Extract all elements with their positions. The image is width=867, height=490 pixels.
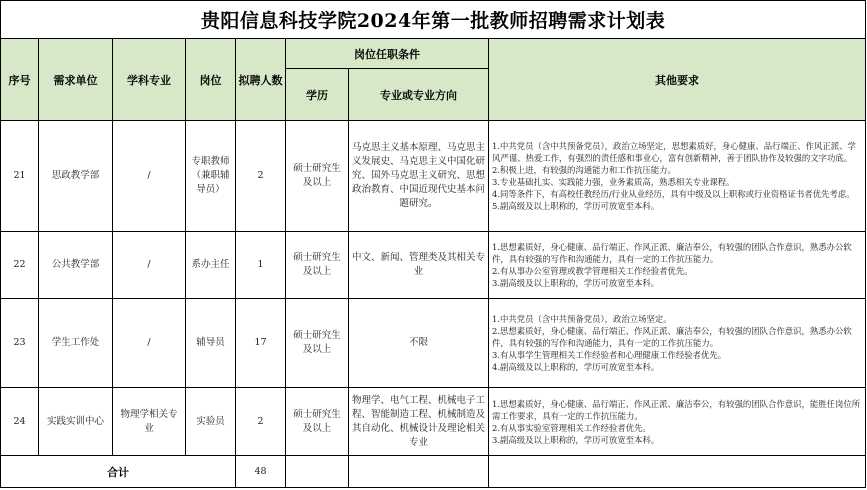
table-row [1, 299, 866, 388]
header-other: 其他要求 [489, 39, 866, 121]
requirement-item: 4.副高级及以上职称的，学历可放宽至本科。 [492, 362, 660, 372]
row-education: 硕士研究生及以上 [286, 232, 349, 299]
row-unit: 学生工作处 [39, 299, 113, 388]
row-count: 17 [236, 299, 286, 388]
requirement-item: 3.副高级及以上职称的，学历可放宽至本科。 [492, 278, 660, 288]
table-row [1, 388, 866, 456]
requirement-item: 5.副高级及以上职称的，学历可放宽至本科。 [492, 201, 660, 211]
header-unit: 需求单位 [39, 39, 113, 121]
total-empty-cell [286, 456, 349, 488]
header-count: 拟聘人数 [236, 39, 286, 121]
requirement-item: 3.副高级及以上职称的，学历可放宽至本科。 [492, 434, 660, 445]
table-row [1, 121, 866, 232]
header-major: 专业或专业方向 [349, 69, 489, 121]
row-seq: 23 [1, 299, 39, 388]
requirement-item: 2.思想素质好，身心健康、品行端正、作风正派、廉洁奉公，有较强的团队合作意识，熟悉办公软件，具有较强的写作和沟通能力，具有一定的工作抗压能力。 [492, 326, 852, 348]
row-position: 专职教师（兼职辅导员） [186, 121, 236, 232]
header-subject: 学科专业 [113, 39, 186, 121]
requirement-item: 1.中共党员（含中共预备党员），政治立场坚定。 [492, 314, 672, 324]
total-empty-cell [489, 456, 866, 488]
row-major: 中文、新闻、管理类及其相关专业 [349, 232, 489, 299]
header-education: 学历 [286, 69, 349, 121]
row-requirements [489, 121, 866, 232]
header-seq: 序号 [1, 39, 39, 121]
page-title: 贵阳信息科技学院2024年第一批教师招聘需求计划表 [1, 1, 866, 39]
row-position: 实验员 [186, 388, 236, 456]
row-position: 辅导员 [186, 299, 236, 388]
row-count: 2 [236, 388, 286, 456]
requirement-item: 2.有从事实验室管理相关工作经验者优先。 [492, 422, 651, 433]
row-major: 马克思主义基本原理、马克思主义发展史、马克思主义中国化研究、国外马克思主义研究、思想政治教育、中国近现代史基本问题研究。 [349, 121, 489, 232]
row-subject: / [113, 121, 186, 232]
row-requirements [489, 232, 866, 299]
requirement-item: 1.思想素质好，身心健康、品行端正、作风正派、廉洁奉公，有较强的团队合作意识，能胜任岗位所需工作要求，具有一定的工作抗压能力。 [492, 398, 861, 421]
row-requirements [489, 299, 866, 388]
row-education: 硕士研究生及以上 [286, 121, 349, 232]
total-label: 合计 [1, 456, 236, 488]
row-education: 硕士研究生及以上 [286, 388, 349, 456]
total-empty-cell [349, 456, 489, 488]
table-row [1, 232, 866, 299]
requirement-item: 3.专业基础扎实、实践能力强，业务素质高，熟悉相关专业课程。 [492, 177, 735, 187]
requirement-item: 2.有从事办公室管理或教学管理相关工作经验者优先。 [492, 266, 693, 276]
requirement-item: 2.积极上进，有较强的沟通能力和工作抗压能力。 [492, 165, 676, 175]
row-subject: / [113, 232, 186, 299]
row-seq: 21 [1, 121, 39, 232]
row-position: 系办主任 [186, 232, 236, 299]
row-count: 2 [236, 121, 286, 232]
row-count: 1 [236, 232, 286, 299]
row-major: 物理学、电气工程、机械电子工程、智能制造工程、机械制造及其自动化、机械设计及理论相关专业 [349, 388, 489, 456]
row-major: 不限 [349, 299, 489, 388]
requirement-item: 1.中共党员（含中共预备党员），政治立场坚定，思想素质好，身心健康、品行端正、作风正派、学风严谨、热爱工作，有强烈的责任感和事业心，富有创新精神，善于团队协作及较强的文字功底。 [492, 141, 856, 163]
requirement-item: 3.有从事学生管理相关工作经验者和心理健康工作经验者优先。 [492, 350, 727, 360]
requirement-item: 1.思想素质好，身心健康、品行端正、作风正派、廉洁奉公，有较强的团队合作意识，熟悉办公软件，具有较强的写作和沟通能力，具有一定的工作抗压能力。 [492, 242, 852, 264]
total-row [1, 456, 866, 488]
row-seq: 22 [1, 232, 39, 299]
row-requirements [489, 388, 866, 456]
row-seq: 24 [1, 388, 39, 456]
total-count: 48 [236, 456, 286, 488]
header-qualification-group: 岗位任职条件 [286, 39, 489, 69]
row-education: 硕士研究生及以上 [286, 299, 349, 388]
row-unit: 公共教学部 [39, 232, 113, 299]
row-unit: 实践实训中心 [39, 388, 113, 456]
header-position: 岗位 [186, 39, 236, 121]
row-subject: 物理学相关专业 [113, 388, 186, 456]
row-unit: 思政教学部 [39, 121, 113, 232]
requirement-item: 4.同等条件下，有高校任教经历/行业从业经历，具有中级及以上职称或行业资格证书者优先考虑。 [492, 189, 855, 199]
row-subject: / [113, 299, 186, 388]
